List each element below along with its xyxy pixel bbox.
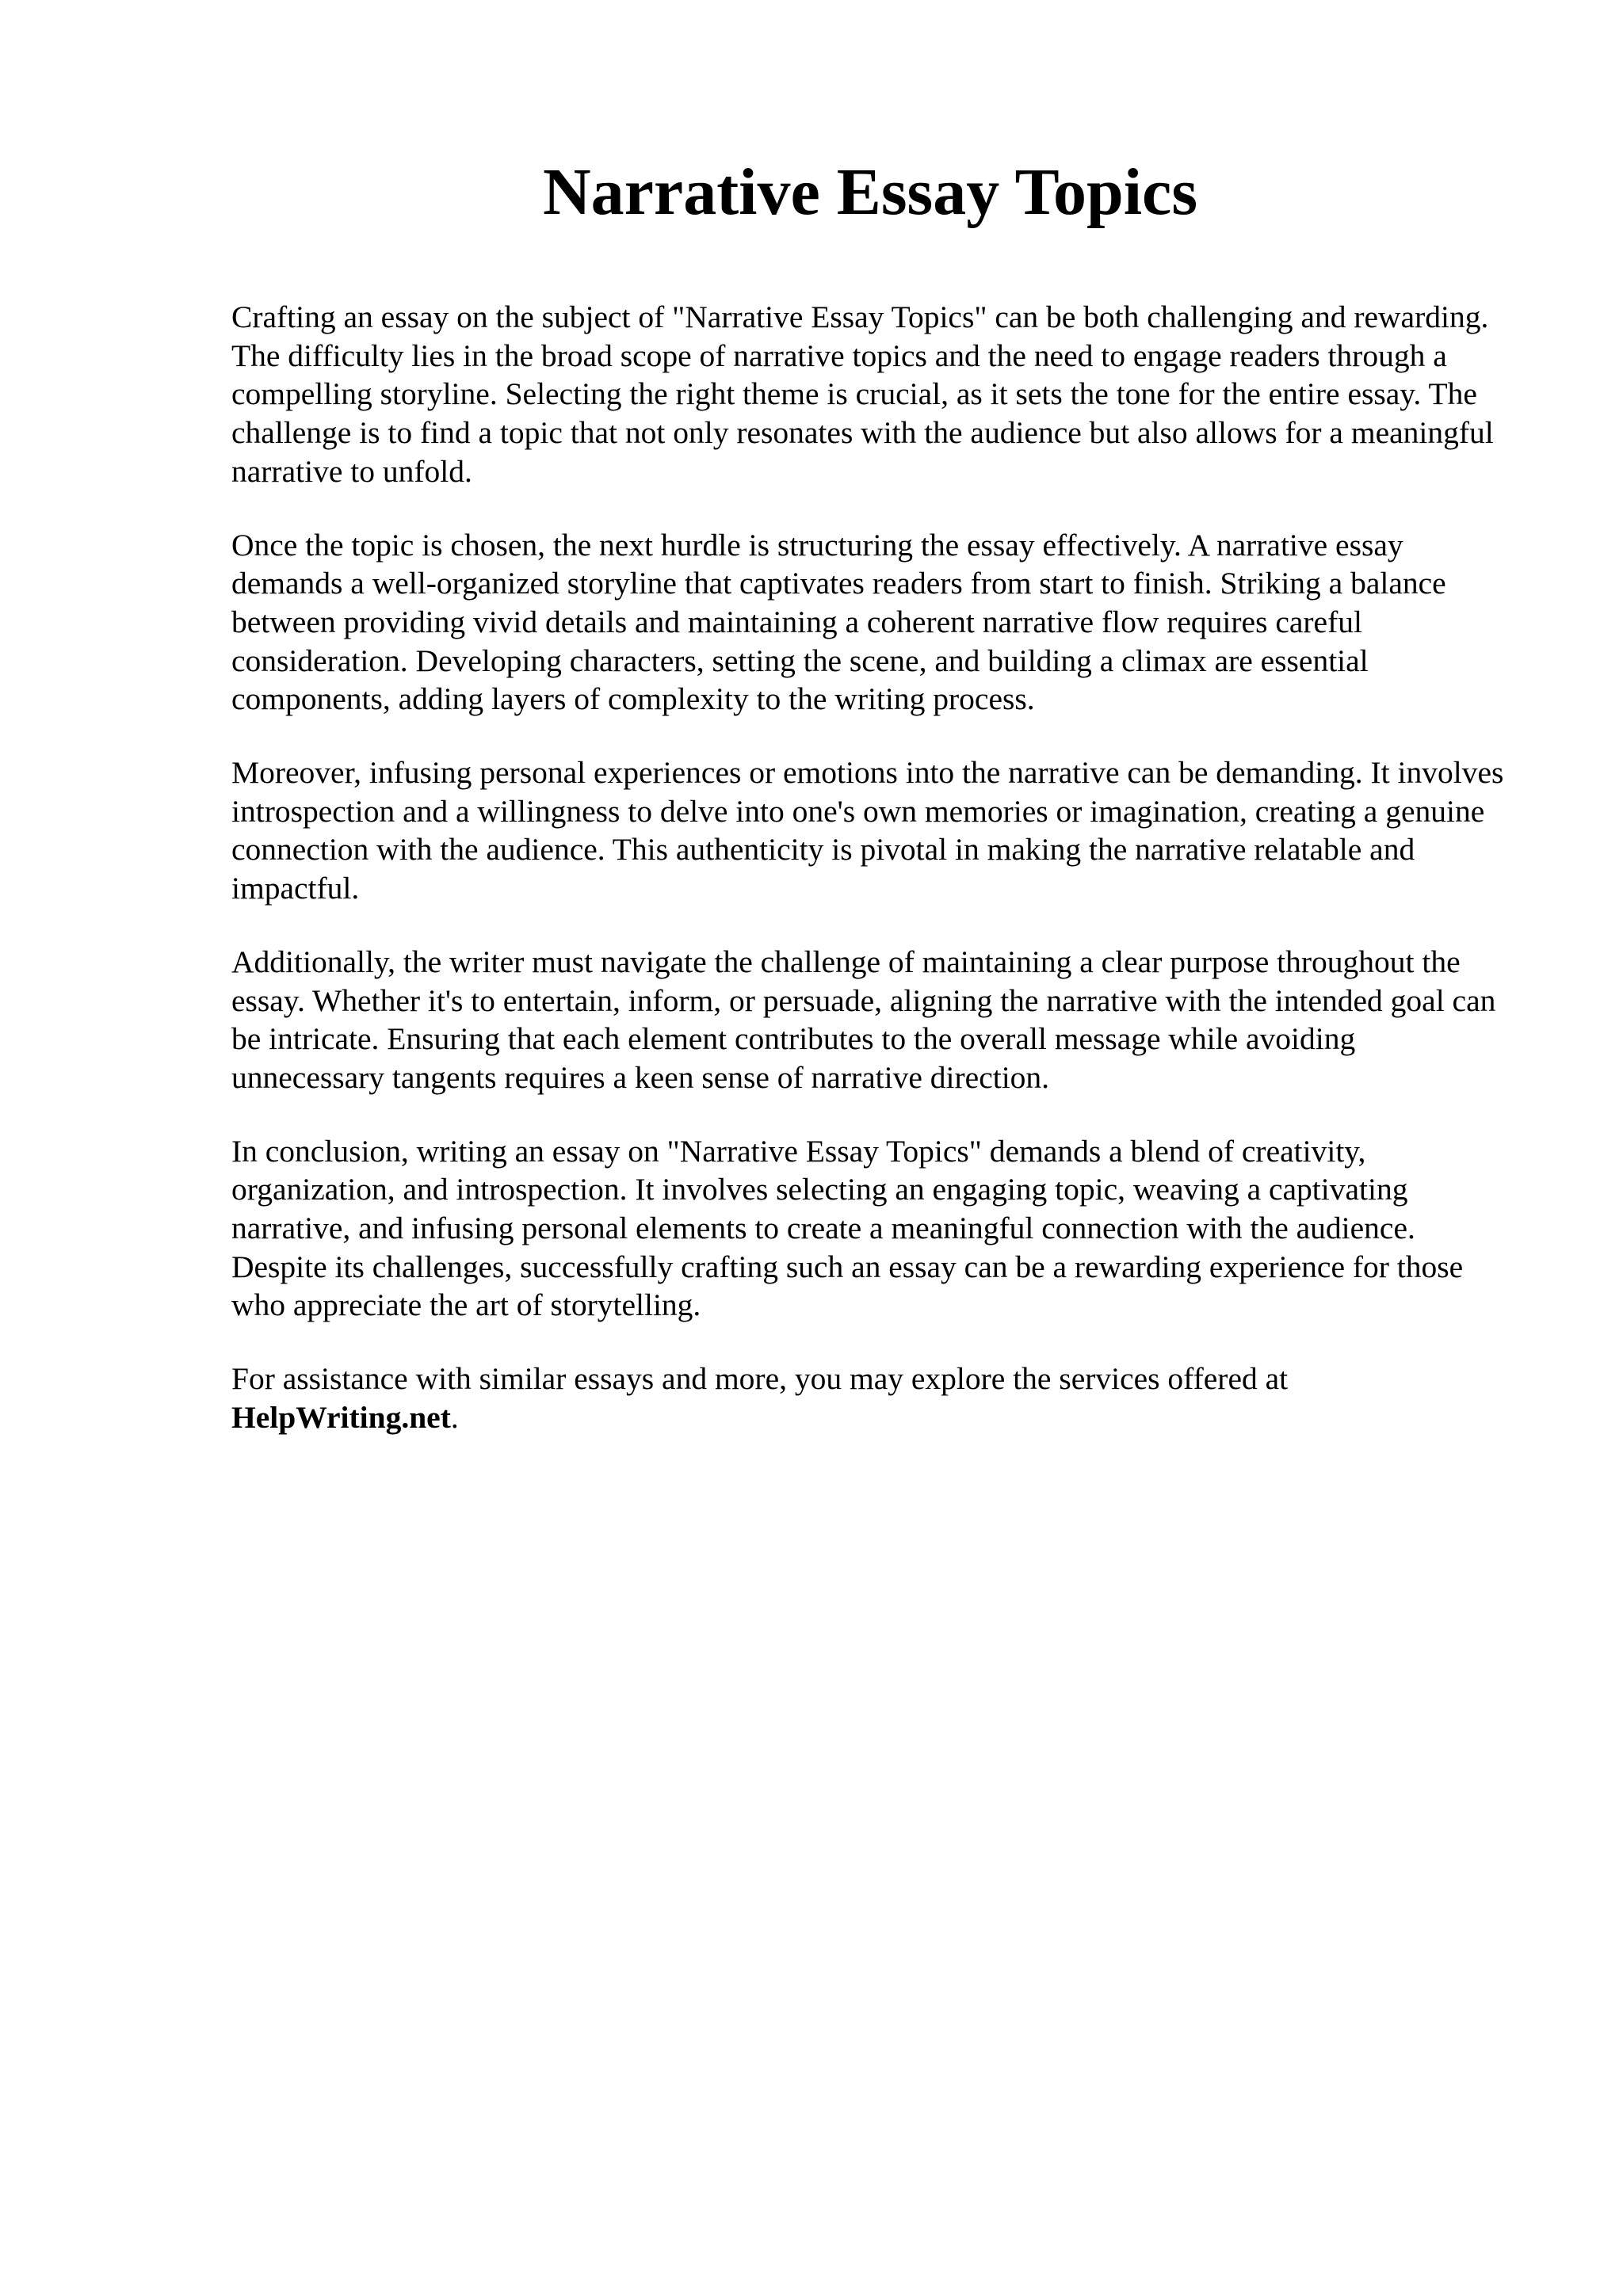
paragraph-3: Moreover, infusing personal experiences or emotions into the narrative can be demanding. It involves introspection and a willingness to delve into one's own memories or imagination, creating a genuine connection with the audience. This authenticity is pivotal in making the narrative relatable and impactful. (231, 755, 1504, 906)
closing-period: . (450, 1399, 459, 1435)
paragraph-2: Once the topic is chosen, the next hurdle is structuring the essay effectively. A narrative essay demands a well-organized storyline that captivates readers from start to finish. Striking a balance between providing vivid details and maintaining a coherent narrative flow requires careful consideration. Developing characters, setting the scene, and building a climax are essential components, adding layers of complexity to the writing process. (231, 527, 1446, 717)
closing-text: For assistance with similar essays and more, you may explore the services offered at (231, 1361, 1289, 1397)
document-body (231, 298, 1515, 1472)
paragraph-4: Additionally, the writer must navigate the challenge of maintaining a clear purpose throughout the essay. Whether it's to entertain, inform, or persuade, aligning the narrative with the intended goal can be intricate. Ensuring that each element contributes to the overall message while avoiding unnecessary tangents requires a keen sense of narrative direction. (231, 944, 1496, 1095)
closing-paragraph (231, 1360, 1515, 1436)
document-title: Narrative Essay Topics (542, 155, 1198, 229)
brand-name: HelpWriting.net (231, 1399, 451, 1435)
paragraph-5: In conclusion, writing an essay on "Narrative Essay Topics" demands a blend of creativity, organization, and introspection. It involves selecting an engaging topic, weaving a captivating narrative, and infusing personal elements to create a meaningful connection with the audience. Despite its challenges, successfully crafting such an essay can be a rewarding experience for those who appreciate the art of storytelling. (231, 1133, 1464, 1323)
paragraph-1: Crafting an essay on the subject of "Narrative Essay Topics" can be both challenging and rewarding. The difficulty lies in the broad scope of narrative topics and the need to engage readers through a compelling storyline. Selecting the right theme is crucial, as it sets the tone for the entire essay. The challenge is to find a topic that not only resonates with the audience but also allows for a meaningful narrative to unfold. (231, 299, 1494, 489)
